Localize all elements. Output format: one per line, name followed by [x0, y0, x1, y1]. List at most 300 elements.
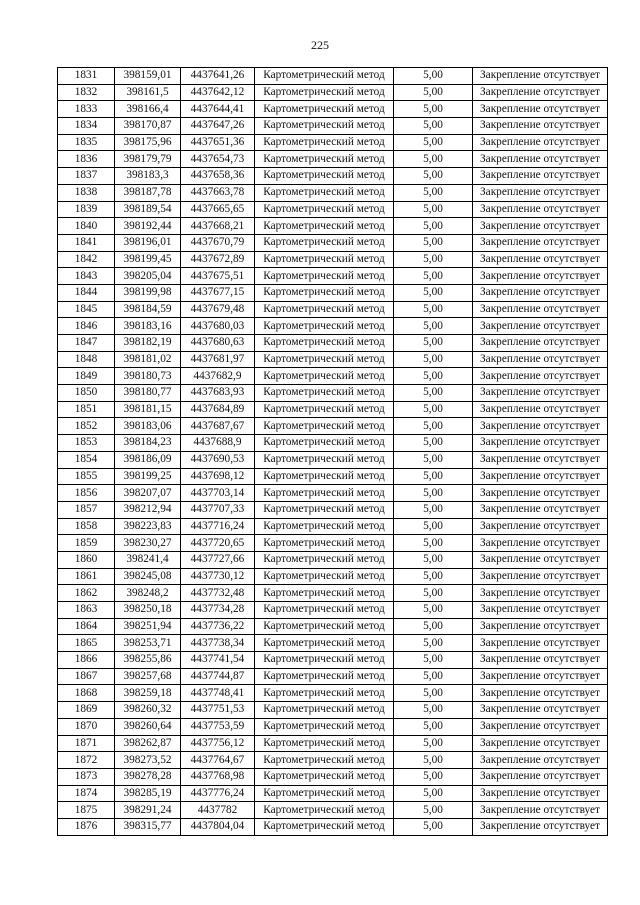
fixing-description-cell: Закрепление отсутствует [473, 168, 608, 185]
accuracy-cell: 5,00 [394, 451, 473, 468]
x-coordinate-cell: 398262,87 [115, 735, 181, 752]
method-cell: Картометрический метод [255, 401, 394, 418]
method-cell: Картометрический метод [255, 551, 394, 568]
method-cell: Картометрический метод [255, 68, 394, 85]
x-coordinate-cell: 398260,32 [115, 702, 181, 719]
method-cell: Картометрический метод [255, 685, 394, 702]
accuracy-cell: 5,00 [394, 752, 473, 769]
point-number-cell: 1845 [58, 301, 115, 318]
fixing-description-cell: Закрепление отсутствует [473, 401, 608, 418]
fixing-description-cell: Закрепление отсутствует [473, 284, 608, 301]
method-cell: Картометрический метод [255, 201, 394, 218]
fixing-description-cell: Закрепление отсутствует [473, 485, 608, 502]
y-coordinate-cell: 4437672,89 [181, 251, 255, 268]
method-cell: Картометрический метод [255, 818, 394, 835]
x-coordinate-cell: 398207,07 [115, 485, 181, 502]
point-number-cell: 1854 [58, 451, 115, 468]
x-coordinate-cell: 398183,16 [115, 318, 181, 335]
fixing-description-cell: Закрепление отсутствует [473, 218, 608, 235]
accuracy-cell: 5,00 [394, 251, 473, 268]
fixing-description-cell: Закрепление отсутствует [473, 551, 608, 568]
fixing-description-cell: Закрепление отсутствует [473, 335, 608, 352]
x-coordinate-cell: 398251,94 [115, 618, 181, 635]
accuracy-cell: 5,00 [394, 301, 473, 318]
y-coordinate-cell: 4437776,24 [181, 785, 255, 802]
point-number-cell: 1855 [58, 468, 115, 485]
point-number-cell: 1863 [58, 602, 115, 619]
fixing-description-cell: Закрепление отсутствует [473, 668, 608, 685]
table-row [58, 618, 608, 635]
method-cell: Картометрический метод [255, 435, 394, 452]
fixing-description-cell: Закрепление отсутствует [473, 702, 608, 719]
x-coordinate-cell: 398180,77 [115, 385, 181, 402]
point-number-cell: 1831 [58, 68, 115, 85]
method-cell: Картометрический метод [255, 518, 394, 535]
fixing-description-cell: Закрепление отсутствует [473, 585, 608, 602]
table-row [58, 168, 608, 185]
table-row [58, 685, 608, 702]
fixing-description-cell: Закрепление отсутствует [473, 318, 608, 335]
method-cell: Картометрический метод [255, 318, 394, 335]
table-row [58, 268, 608, 285]
fixing-description-cell: Закрепление отсутствует [473, 418, 608, 435]
y-coordinate-cell: 4437663,78 [181, 184, 255, 201]
point-number-cell: 1876 [58, 818, 115, 835]
point-number-cell: 1866 [58, 652, 115, 669]
method-cell: Картометрический метод [255, 335, 394, 352]
point-number-cell: 1839 [58, 201, 115, 218]
y-coordinate-cell: 4437665,65 [181, 201, 255, 218]
fixing-description-cell: Закрепление отсутствует [473, 568, 608, 585]
method-cell: Картометрический метод [255, 635, 394, 652]
table-row [58, 368, 608, 385]
point-number-cell: 1872 [58, 752, 115, 769]
table-row [58, 635, 608, 652]
x-coordinate-cell: 398291,24 [115, 802, 181, 819]
table-row [58, 134, 608, 151]
x-coordinate-cell: 398230,27 [115, 535, 181, 552]
x-coordinate-cell: 398250,18 [115, 602, 181, 619]
method-cell: Картометрический метод [255, 184, 394, 201]
y-coordinate-cell: 4437727,66 [181, 551, 255, 568]
accuracy-cell: 5,00 [394, 602, 473, 619]
fixing-description-cell: Закрепление отсутствует [473, 368, 608, 385]
table-row [58, 151, 608, 168]
method-cell: Картометрический метод [255, 101, 394, 118]
y-coordinate-cell: 4437707,33 [181, 501, 255, 518]
table-row [58, 418, 608, 435]
point-number-cell: 1846 [58, 318, 115, 335]
x-coordinate-cell: 398199,98 [115, 284, 181, 301]
x-coordinate-cell: 398205,04 [115, 268, 181, 285]
y-coordinate-cell: 4437688,9 [181, 435, 255, 452]
x-coordinate-cell: 398196,01 [115, 234, 181, 251]
x-coordinate-cell: 398257,68 [115, 668, 181, 685]
y-coordinate-cell: 4437753,59 [181, 718, 255, 735]
method-cell: Картометрический метод [255, 268, 394, 285]
point-number-cell: 1838 [58, 184, 115, 201]
fixing-description-cell: Закрепление отсутствует [473, 752, 608, 769]
coordinates-table [57, 67, 608, 836]
fixing-description-cell: Закрепление отсутствует [473, 468, 608, 485]
x-coordinate-cell: 398184,23 [115, 435, 181, 452]
point-number-cell: 1852 [58, 418, 115, 435]
accuracy-cell: 5,00 [394, 702, 473, 719]
y-coordinate-cell: 4437642,12 [181, 84, 255, 101]
y-coordinate-cell: 4437677,15 [181, 284, 255, 301]
point-number-cell: 1843 [58, 268, 115, 285]
x-coordinate-cell: 398179,79 [115, 151, 181, 168]
table-row [58, 718, 608, 735]
x-coordinate-cell: 398183,3 [115, 168, 181, 185]
y-coordinate-cell: 4437748,41 [181, 685, 255, 702]
point-number-cell: 1833 [58, 101, 115, 118]
x-coordinate-cell: 398212,94 [115, 501, 181, 518]
table-row [58, 818, 608, 835]
table-row [58, 702, 608, 719]
y-coordinate-cell: 4437703,14 [181, 485, 255, 502]
y-coordinate-cell: 4437751,53 [181, 702, 255, 719]
x-coordinate-cell: 398183,06 [115, 418, 181, 435]
accuracy-cell: 5,00 [394, 284, 473, 301]
table-row [58, 785, 608, 802]
fixing-description-cell: Закрепление отсутствует [473, 451, 608, 468]
fixing-description-cell: Закрепление отсутствует [473, 435, 608, 452]
point-number-cell: 1869 [58, 702, 115, 719]
table-row [58, 668, 608, 685]
y-coordinate-cell: 4437764,67 [181, 752, 255, 769]
table-row [58, 652, 608, 669]
x-coordinate-cell: 398223,83 [115, 518, 181, 535]
fixing-description-cell: Закрепление отсутствует [473, 785, 608, 802]
accuracy-cell: 5,00 [394, 385, 473, 402]
fixing-description-cell: Закрепление отсутствует [473, 151, 608, 168]
method-cell: Картометрический метод [255, 602, 394, 619]
y-coordinate-cell: 4437716,24 [181, 518, 255, 535]
point-number-cell: 1861 [58, 568, 115, 585]
accuracy-cell: 5,00 [394, 401, 473, 418]
point-number-cell: 1874 [58, 785, 115, 802]
accuracy-cell: 5,00 [394, 418, 473, 435]
method-cell: Картометрический метод [255, 535, 394, 552]
fixing-description-cell: Закрепление отсутствует [473, 652, 608, 669]
method-cell: Картометрический метод [255, 752, 394, 769]
y-coordinate-cell: 4437720,65 [181, 535, 255, 552]
accuracy-cell: 5,00 [394, 201, 473, 218]
fixing-description-cell: Закрепление отсутствует [473, 602, 608, 619]
method-cell: Картометрический метод [255, 134, 394, 151]
accuracy-cell: 5,00 [394, 335, 473, 352]
accuracy-cell: 5,00 [394, 735, 473, 752]
y-coordinate-cell: 4437804,04 [181, 818, 255, 835]
fixing-description-cell: Закрепление отсутствует [473, 84, 608, 101]
fixing-description-cell: Закрепление отсутствует [473, 301, 608, 318]
y-coordinate-cell: 4437734,28 [181, 602, 255, 619]
method-cell: Картометрический метод [255, 668, 394, 685]
accuracy-cell: 5,00 [394, 101, 473, 118]
x-coordinate-cell: 398199,45 [115, 251, 181, 268]
y-coordinate-cell: 4437782 [181, 802, 255, 819]
y-coordinate-cell: 4437744,87 [181, 668, 255, 685]
table-row [58, 184, 608, 201]
table-row [58, 385, 608, 402]
x-coordinate-cell: 398181,02 [115, 351, 181, 368]
y-coordinate-cell: 4437681,97 [181, 351, 255, 368]
point-number-cell: 1842 [58, 251, 115, 268]
point-number-cell: 1864 [58, 618, 115, 635]
accuracy-cell: 5,00 [394, 818, 473, 835]
x-coordinate-cell: 398170,87 [115, 118, 181, 135]
point-number-cell: 1850 [58, 385, 115, 402]
x-coordinate-cell: 398253,71 [115, 635, 181, 652]
table-row [58, 84, 608, 101]
y-coordinate-cell: 4437658,36 [181, 168, 255, 185]
y-coordinate-cell: 4437736,22 [181, 618, 255, 635]
accuracy-cell: 5,00 [394, 618, 473, 635]
fixing-description-cell: Закрепление отсутствует [473, 501, 608, 518]
fixing-description-cell: Закрепление отсутствует [473, 635, 608, 652]
y-coordinate-cell: 4437687,67 [181, 418, 255, 435]
y-coordinate-cell: 4437732,48 [181, 585, 255, 602]
fixing-description-cell: Закрепление отсутствует [473, 735, 608, 752]
y-coordinate-cell: 4437647,26 [181, 118, 255, 135]
x-coordinate-cell: 398175,96 [115, 134, 181, 151]
table-row [58, 501, 608, 518]
point-number-cell: 1868 [58, 685, 115, 702]
table-row [58, 535, 608, 552]
accuracy-cell: 5,00 [394, 468, 473, 485]
accuracy-cell: 5,00 [394, 68, 473, 85]
method-cell: Картометрический метод [255, 768, 394, 785]
point-number-cell: 1837 [58, 168, 115, 185]
page-number: 225 [311, 38, 329, 52]
method-cell: Картометрический метод [255, 702, 394, 719]
table-row [58, 218, 608, 235]
y-coordinate-cell: 4437741,54 [181, 652, 255, 669]
method-cell: Картометрический метод [255, 301, 394, 318]
fixing-description-cell: Закрепление отсутствует [473, 535, 608, 552]
method-cell: Картометрический метод [255, 802, 394, 819]
table-row [58, 518, 608, 535]
method-cell: Картометрический метод [255, 568, 394, 585]
point-number-cell: 1871 [58, 735, 115, 752]
y-coordinate-cell: 4437738,34 [181, 635, 255, 652]
accuracy-cell: 5,00 [394, 652, 473, 669]
y-coordinate-cell: 4437641,26 [181, 68, 255, 85]
point-number-cell: 1859 [58, 535, 115, 552]
x-coordinate-cell: 398180,73 [115, 368, 181, 385]
fixing-description-cell: Закрепление отсутствует [473, 718, 608, 735]
method-cell: Картометрический метод [255, 84, 394, 101]
table-row [58, 118, 608, 135]
table-row [58, 101, 608, 118]
point-number-cell: 1867 [58, 668, 115, 685]
accuracy-cell: 5,00 [394, 151, 473, 168]
accuracy-cell: 5,00 [394, 718, 473, 735]
accuracy-cell: 5,00 [394, 134, 473, 151]
accuracy-cell: 5,00 [394, 184, 473, 201]
fixing-description-cell: Закрепление отсутствует [473, 118, 608, 135]
method-cell: Картометрический метод [255, 618, 394, 635]
table-row [58, 435, 608, 452]
table-row [58, 485, 608, 502]
fixing-description-cell: Закрепление отсутствует [473, 268, 608, 285]
table-row [58, 251, 608, 268]
y-coordinate-cell: 4437675,51 [181, 268, 255, 285]
accuracy-cell: 5,00 [394, 368, 473, 385]
y-coordinate-cell: 4437698,12 [181, 468, 255, 485]
y-coordinate-cell: 4437670,79 [181, 234, 255, 251]
x-coordinate-cell: 398199,25 [115, 468, 181, 485]
method-cell: Картометрический метод [255, 468, 394, 485]
point-number-cell: 1858 [58, 518, 115, 535]
y-coordinate-cell: 4437730,12 [181, 568, 255, 585]
x-coordinate-cell: 398186,09 [115, 451, 181, 468]
method-cell: Картометрический метод [255, 234, 394, 251]
method-cell: Картометрический метод [255, 501, 394, 518]
y-coordinate-cell: 4437684,89 [181, 401, 255, 418]
accuracy-cell: 5,00 [394, 501, 473, 518]
y-coordinate-cell: 4437682,9 [181, 368, 255, 385]
table-row [58, 234, 608, 251]
fixing-description-cell: Закрепление отсутствует [473, 251, 608, 268]
method-cell: Картометрический метод [255, 735, 394, 752]
method-cell: Картометрический метод [255, 418, 394, 435]
point-number-cell: 1873 [58, 768, 115, 785]
table-row [58, 568, 608, 585]
point-number-cell: 1847 [58, 335, 115, 352]
table-row [58, 752, 608, 769]
accuracy-cell: 5,00 [394, 668, 473, 685]
point-number-cell: 1853 [58, 435, 115, 452]
table-row [58, 351, 608, 368]
y-coordinate-cell: 4437683,93 [181, 385, 255, 402]
accuracy-cell: 5,00 [394, 318, 473, 335]
y-coordinate-cell: 4437690,53 [181, 451, 255, 468]
point-number-cell: 1860 [58, 551, 115, 568]
accuracy-cell: 5,00 [394, 635, 473, 652]
point-number-cell: 1834 [58, 118, 115, 135]
table-row [58, 68, 608, 85]
accuracy-cell: 5,00 [394, 84, 473, 101]
x-coordinate-cell: 398184,59 [115, 301, 181, 318]
table-row [58, 735, 608, 752]
point-number-cell: 1865 [58, 635, 115, 652]
table-row [58, 301, 608, 318]
table-row [58, 551, 608, 568]
table-row [58, 585, 608, 602]
accuracy-cell: 5,00 [394, 568, 473, 585]
table-row [58, 284, 608, 301]
fixing-description-cell: Закрепление отсутствует [473, 134, 608, 151]
accuracy-cell: 5,00 [394, 785, 473, 802]
fixing-description-cell: Закрепление отсутствует [473, 518, 608, 535]
point-number-cell: 1849 [58, 368, 115, 385]
method-cell: Картометрический метод [255, 151, 394, 168]
point-number-cell: 1870 [58, 718, 115, 735]
table-row [58, 335, 608, 352]
fixing-description-cell: Закрепление отсутствует [473, 184, 608, 201]
x-coordinate-cell: 398187,78 [115, 184, 181, 201]
method-cell: Картометрический метод [255, 385, 394, 402]
accuracy-cell: 5,00 [394, 435, 473, 452]
y-coordinate-cell: 4437644,41 [181, 101, 255, 118]
x-coordinate-cell: 398189,54 [115, 201, 181, 218]
x-coordinate-cell: 398181,15 [115, 401, 181, 418]
point-number-cell: 1841 [58, 234, 115, 251]
point-number-cell: 1862 [58, 585, 115, 602]
point-number-cell: 1840 [58, 218, 115, 235]
method-cell: Картометрический метод [255, 485, 394, 502]
accuracy-cell: 5,00 [394, 685, 473, 702]
y-coordinate-cell: 4437680,03 [181, 318, 255, 335]
x-coordinate-cell: 398285,19 [115, 785, 181, 802]
x-coordinate-cell: 398192,44 [115, 218, 181, 235]
fixing-description-cell: Закрепление отсутствует [473, 385, 608, 402]
accuracy-cell: 5,00 [394, 485, 473, 502]
x-coordinate-cell: 398255,86 [115, 652, 181, 669]
accuracy-cell: 5,00 [394, 118, 473, 135]
fixing-description-cell: Закрепление отсутствует [473, 351, 608, 368]
fixing-description-cell: Закрепление отсутствует [473, 234, 608, 251]
table-row [58, 802, 608, 819]
accuracy-cell: 5,00 [394, 218, 473, 235]
x-coordinate-cell: 398182,19 [115, 335, 181, 352]
fixing-description-cell: Закрепление отсутствует [473, 768, 608, 785]
method-cell: Картометрический метод [255, 218, 394, 235]
point-number-cell: 1857 [58, 501, 115, 518]
fixing-description-cell: Закрепление отсутствует [473, 618, 608, 635]
y-coordinate-cell: 4437756,12 [181, 735, 255, 752]
accuracy-cell: 5,00 [394, 551, 473, 568]
x-coordinate-cell: 398315,77 [115, 818, 181, 835]
y-coordinate-cell: 4437668,21 [181, 218, 255, 235]
accuracy-cell: 5,00 [394, 168, 473, 185]
fixing-description-cell: Закрепление отсутствует [473, 818, 608, 835]
point-number-cell: 1875 [58, 802, 115, 819]
table-row [58, 602, 608, 619]
fixing-description-cell: Закрепление отсутствует [473, 68, 608, 85]
y-coordinate-cell: 4437679,48 [181, 301, 255, 318]
x-coordinate-cell: 398245,08 [115, 568, 181, 585]
fixing-description-cell: Закрепление отсутствует [473, 101, 608, 118]
y-coordinate-cell: 4437768,98 [181, 768, 255, 785]
x-coordinate-cell: 398273,52 [115, 752, 181, 769]
x-coordinate-cell: 398259,18 [115, 685, 181, 702]
x-coordinate-cell: 398166,4 [115, 101, 181, 118]
y-coordinate-cell: 4437651,36 [181, 134, 255, 151]
method-cell: Картометрический метод [255, 284, 394, 301]
accuracy-cell: 5,00 [394, 585, 473, 602]
method-cell: Картометрический метод [255, 718, 394, 735]
method-cell: Картометрический метод [255, 451, 394, 468]
table-row [58, 318, 608, 335]
x-coordinate-cell: 398161,5 [115, 84, 181, 101]
method-cell: Картометрический метод [255, 118, 394, 135]
accuracy-cell: 5,00 [394, 802, 473, 819]
accuracy-cell: 5,00 [394, 535, 473, 552]
method-cell: Картометрический метод [255, 368, 394, 385]
accuracy-cell: 5,00 [394, 268, 473, 285]
point-number-cell: 1844 [58, 284, 115, 301]
method-cell: Картометрический метод [255, 785, 394, 802]
point-number-cell: 1835 [58, 134, 115, 151]
method-cell: Картометрический метод [255, 251, 394, 268]
fixing-description-cell: Закрепление отсутствует [473, 201, 608, 218]
table-row [58, 451, 608, 468]
table-row [58, 201, 608, 218]
point-number-cell: 1851 [58, 401, 115, 418]
